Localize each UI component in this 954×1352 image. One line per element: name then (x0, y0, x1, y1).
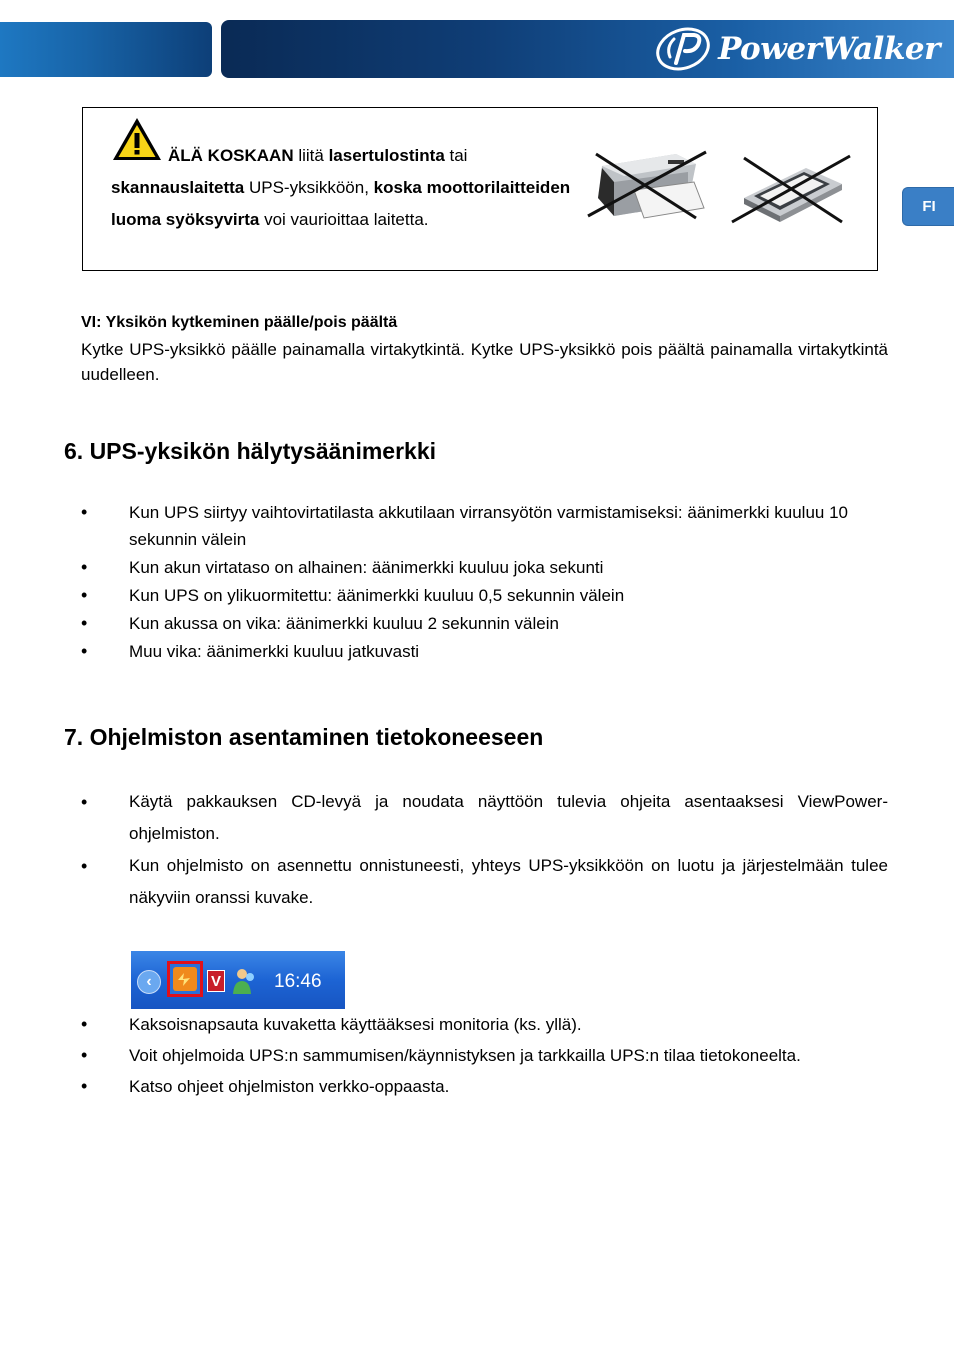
list-item-text: Kun UPS on ylikuormitettu: äänimerkki kuuluu 0,5 sekunnin välein (129, 586, 625, 605)
warning-to-ups: UPS-yksikköön, (244, 178, 374, 197)
system-tray-screenshot (131, 951, 345, 1009)
list-item-text: Kun akun virtataso on alhainen: äänimerkki kuuluu joka sekunti (129, 558, 604, 577)
list-item-text: Kun UPS siirtyy vaihtovirtatilasta akkutilaan virransyötön varmistamiseksi: äänimerkki kuuluu 10 sekunnin välein (129, 503, 849, 549)
list-item-text: Käytä pakkauksen CD-levyä ja noudata näyttöön tulevia ohjeita asentaaksesi ViewPower-ohjelmiston. (129, 792, 888, 843)
brand-name: PowerWalker (718, 31, 940, 67)
list-item-text: Muu vika: äänimerkki kuuluu jatkuvasti (129, 642, 420, 661)
warning-text (111, 140, 571, 236)
antivirus-tray-icon[interactable]: V (207, 970, 225, 992)
warning-never: ÄLÄ KOSKAAN (168, 146, 294, 165)
list-item (81, 582, 888, 609)
warning-may-damage: voi vaurioittaa laitetta. (259, 210, 429, 229)
bullet: • (81, 1014, 88, 1034)
tray-clock: 16:46 (274, 971, 322, 992)
list-item (81, 850, 888, 914)
list-item (81, 499, 888, 553)
list-item (81, 554, 888, 581)
list-item-text: Kun ohjelmisto on asennettu onnistuneesti, yhteys UPS-yksikköön on luotu ja järjestelmään tulee näkyviin oranssi kuvake. (129, 856, 888, 907)
ups-tray-icon[interactable] (167, 961, 203, 997)
warning-laser-printer: lasertulostinta (328, 146, 445, 165)
list-item-text: Voit ohjelmoida UPS:n sammumisen/käynnistyksen ja tarkkailla UPS:n tilaa tietokoneelta. (129, 1046, 801, 1065)
list-item (81, 1071, 888, 1102)
list-item (81, 638, 888, 665)
header-left-band (0, 22, 212, 77)
chevron-left-icon[interactable]: ‹ (137, 970, 161, 994)
bullet: • (81, 585, 88, 605)
list-item-text: Katso ohjeet ohjelmiston verkko-oppaasta. (129, 1077, 450, 1096)
list-item (81, 610, 888, 637)
bullet: • (81, 502, 88, 522)
bullet: • (81, 1076, 88, 1096)
crossed-out-printer-icon (584, 146, 710, 224)
brand-logo (654, 26, 940, 72)
warning-connect: liitä (293, 146, 329, 165)
warning-or: tai (444, 146, 468, 165)
bullet: • (81, 641, 88, 661)
user-tray-icon[interactable] (230, 967, 258, 995)
section6-heading: 6. UPS-yksikön hälytysäänimerkki (64, 438, 437, 464)
bullet: • (81, 856, 88, 876)
section7-heading: 7. Ohjelmiston asentaminen tietokoneeseen (64, 724, 544, 750)
crossed-out-scanner-icon (732, 156, 850, 222)
bullet: • (81, 792, 88, 812)
language-tab-label: FI (922, 198, 936, 215)
bullet: • (81, 557, 88, 577)
warning-scanner: skannauslaitetta (111, 178, 245, 197)
list-item-text: Kun akussa on vika: äänimerkki kuuluu 2 sekunnin välein (129, 614, 559, 633)
bullet: • (81, 1045, 88, 1065)
powerwalker-logo-icon (654, 27, 712, 71)
list-item-text: Kaksoisnapsauta kuvaketta käyttääksesi monitoria (ks. yllä). (129, 1015, 582, 1034)
monitor-list (81, 1009, 888, 1102)
alarm-list (81, 499, 888, 666)
list-item (81, 786, 888, 850)
list-item (81, 1009, 888, 1040)
language-tab[interactable] (902, 187, 954, 226)
section-vi-title: VI: Yksikön kytkeminen päälle/pois päältä (81, 314, 398, 331)
install-list (81, 786, 888, 914)
bullet: • (81, 613, 88, 633)
warning-because-surge: koska moottorilaitteiden luoma syöksyvirta (111, 178, 571, 229)
section-vi-body: Kytke UPS-yksikkö päälle painamalla virtakytkintä. Kytke UPS-yksikkö pois päältä painamalla virtakytkintä uudelleen. (81, 340, 888, 384)
list-item (81, 1040, 888, 1071)
